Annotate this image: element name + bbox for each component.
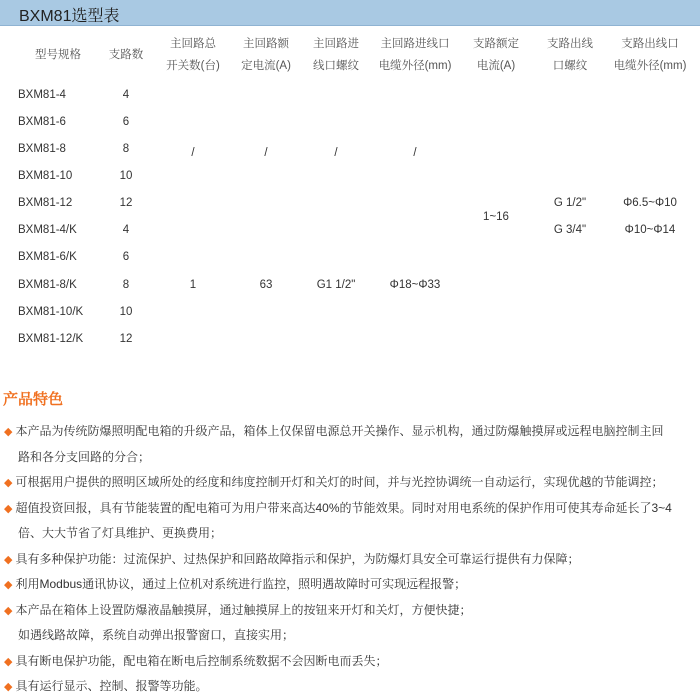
table-row-branches: 6 [122, 116, 130, 128]
table-row-model: BXM81-4 [18, 89, 66, 101]
table-row-model: BXM81-4/K [18, 224, 77, 236]
table-row-branches: 4 [122, 89, 130, 101]
table-row-model: BXM81-12/K [18, 333, 84, 345]
group1-value: / [334, 147, 338, 159]
column-header: 支路数 [108, 49, 144, 61]
table-row-branches: 4 [122, 224, 130, 236]
branch-cable: Φ6.5~Φ10 [623, 197, 677, 209]
column-header: 支路出线 口螺纹 [547, 38, 593, 72]
table-row-model: BXM81-10 [18, 170, 73, 182]
diamond-bullet-icon: ◆ [4, 604, 13, 617]
feature-item: ◆ 具有断电保护功能，配电箱在断电后控制系统数据不会因断电而丢失； [4, 653, 388, 668]
branch-thread: G 1/2" [553, 197, 587, 209]
table-title-bar [0, 0, 700, 26]
table-row-branches: 6 [122, 251, 130, 263]
diamond-bullet-icon: ◆ [4, 477, 13, 489]
feature-item-continuation: 倍、大大节省了灯具维护、更换费用； [18, 526, 223, 540]
table-title: BXM81选型表 [19, 8, 120, 25]
table-row-branches: 8 [122, 143, 130, 155]
feature-item: ◆ 本产品为传统防爆照明配电箱的升级产品，箱体上仅保留电源总开关操作、显示机构，通过防爆触摸屏或远程电脑控制主回 [4, 424, 664, 438]
table-row-model: BXM81-8 [18, 143, 66, 155]
group2-value: Φ18~Φ33 [389, 279, 441, 291]
table-row-branches: 10 [119, 306, 133, 318]
feature-item-continuation: 路和各分支回路的分合； [18, 449, 151, 464]
features-title: 产品特色 [3, 391, 64, 408]
branch-cable: Φ10~Φ14 [624, 224, 676, 236]
group2-value: 63 [259, 279, 273, 291]
group1-value: / [191, 147, 195, 159]
column-header: 支路出线口 电缆外径(mm) [613, 38, 687, 72]
group1-value: / [264, 147, 268, 159]
diamond-bullet-icon: ◆ [4, 502, 13, 515]
branch-thread: G 3/4" [553, 224, 587, 236]
diamond-bullet-icon: ◆ [4, 426, 13, 438]
table-row-branches: 12 [119, 197, 133, 209]
feature-item: ◆ 具有运行显示、控制、报警等功能。 [4, 679, 208, 693]
group2-value: G1 1/2" [316, 279, 356, 291]
column-header: 主回路额 定电流(A) [241, 38, 291, 72]
feature-item: ◆ 利用Modbus通讯协议，通过上位机对系统进行监控，照明遇故障时可实现远程报警； [4, 577, 467, 591]
table-row-model: BXM81-6/K [18, 251, 77, 263]
group1-value: / [413, 147, 417, 159]
table-row-branches: 10 [119, 170, 133, 182]
table-row-branches: 12 [119, 333, 133, 345]
diamond-bullet-icon: ◆ [4, 553, 13, 566]
diamond-bullet-icon: ◆ [4, 681, 13, 693]
feature-item: ◆ 可根据用户提供的照明区域所处的经度和纬度控制开灯和关灯的时间，并与光控协调统一自动运行，实现优越的节能调控； [4, 475, 664, 489]
table-row-model: BXM81-10/K [18, 306, 84, 318]
column-header: 支路额定 电流(A) [473, 38, 519, 72]
diamond-bullet-icon: ◆ [4, 579, 13, 591]
table-row-model: BXM81-6 [18, 116, 66, 128]
table-row-model: BXM81-8/K [18, 279, 77, 291]
feature-item: ◆ 具有多种保护功能：过流保护、过热保护和回路故障指示和保护，为防爆灯具安全可靠运行提供有力保障； [4, 551, 580, 566]
feature-item-continuation: 如遇线路故障，系统自动弹出报警窗口，直接实用； [18, 628, 295, 642]
column-header: 主回路进 线口螺纹 [313, 38, 359, 72]
group2-value: 1 [189, 279, 197, 291]
column-header: 型号规格 [35, 49, 81, 61]
column-header: 主回路总 开关数(台) [166, 38, 220, 72]
table-row-branches: 8 [122, 279, 130, 291]
feature-item: ◆ 本产品在箱体上设置防爆液晶触摸屏，通过触摸屏上的按钮来开灯和关灯，方便快捷； [4, 602, 472, 617]
branch-current: 1~16 [483, 211, 509, 223]
table-row-model: BXM81-12 [18, 197, 73, 209]
diamond-bullet-icon: ◆ [4, 655, 13, 668]
feature-item: ◆ 超值投资回报，具有节能装置的配电箱可为用户带来高达40%的节能效果。同时对用电系统的保护作用可使其寿命延长了3~4 [4, 500, 672, 515]
column-header: 主回路进线口 电缆外径(mm) [378, 38, 452, 72]
